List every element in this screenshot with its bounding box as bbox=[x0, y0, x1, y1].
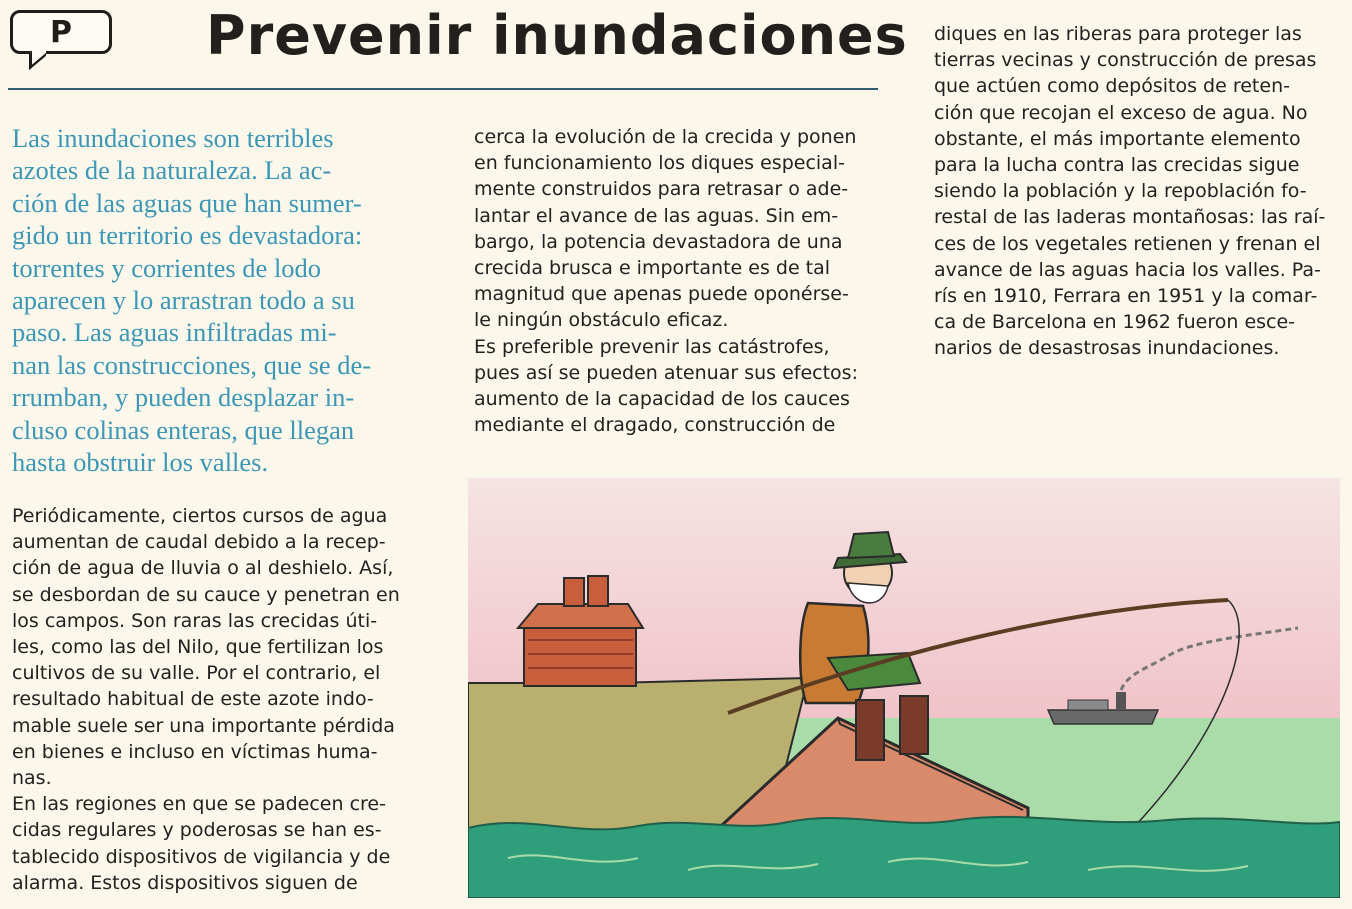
flood-water bbox=[468, 817, 1340, 898]
flooded-house-fisherman-illustration bbox=[468, 478, 1340, 898]
page-title: Prevenir inundaciones bbox=[206, 4, 908, 67]
flood-illustration bbox=[468, 478, 1340, 898]
section-letter: P bbox=[50, 14, 72, 50]
column-3-text: diques en las riberas para proteger las tierras vecinas y construcción de presas que actúen como depósitos de reten- ción que recojan el exceso de agua. No obstante, el más importante elemento para la lucha contra las crecidas sigue siendo la población y la repoblación fo- restal de las laderas montañosas: las raí- ces de los vegetales retienen y frenan el avance de las aguas hacia los valles. Pa- rís en 1910, Ferrara en 1951 y la comar- ca de Barcelona en 1962 fueron esce- narios de desastrosas inundaciones. bbox=[934, 23, 1326, 360]
title-divider bbox=[8, 88, 878, 90]
column-2-text: cerca la evolución de la crecida y ponen en funcionamiento los diques especial- mente construidos para retrasar o ade- lantar el avance de las aguas. Sin em- bargo, la potencia devastadora de una crecida brusca e importante es de tal magnitud que apenas puede oponérse- le ningún obstáculo eficaz. Es preferible prevenir las catástrofes, pues así se pueden atenuar sus efectos: aumento de la capacidad de los cauces mediante el dragado, construcción de bbox=[474, 126, 858, 437]
section-letter-tab bbox=[10, 10, 112, 54]
column-1-text: Periódicamente, ciertos cursos de agua aumentan de caudal debido a la recep- ción de agua de lluvia o al deshielo. Así, se desbordan de su cauce y penetran en los campos. Son raras las crecidas úti- les, como las del Nilo, que fertilizan los cultivos de su valle. Por el contrario, el resultado habitual de este azote indo- mable suele ser una importante pérdida en bienes e incluso en víctimas huma- nas. En las regiones en que se padecen cre- cidas regulares y poderosas se han es- tablecido dispositivos de vigilancia y de alarma. Estos dispositivos siguen de bbox=[12, 505, 400, 894]
intro-paragraph: Las inundaciones son terribles azotes de la naturaleza. La ac- ción de las aguas que han sumer- gido un territorio es devastadora: torrentes y corrientes de lodo aparecen y lo arrastran todo a su paso. Las aguas infiltradas mi- nan las construcciones, que se de- rrumban, y pueden desplazar in- cluso colinas enteras, que llegan hasta obstruir los valles. bbox=[12, 123, 372, 478]
